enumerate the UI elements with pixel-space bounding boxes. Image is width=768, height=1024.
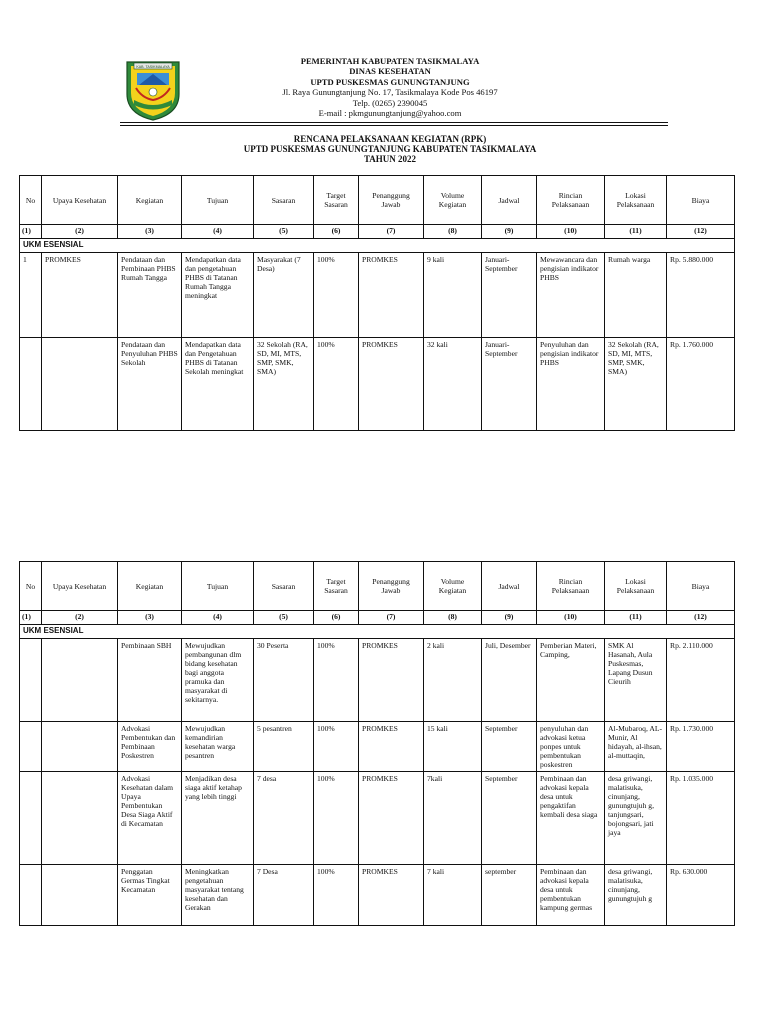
cell-rincian: Mewawancara dan pengisian indikator PHBS bbox=[537, 253, 605, 338]
cell-kegiatan: Advokasi Kesehatan dalam Upaya Pembentukan Desa Siaga Aktif di Kecamatan bbox=[118, 772, 182, 865]
section-label: UKM ESENSIAL bbox=[20, 625, 735, 639]
column-number: (2) bbox=[42, 225, 118, 239]
cell-rincian: Pembinaan dan advokasi kepala desa untuk pengaktifan kembali desa siaga bbox=[537, 772, 605, 865]
cell-rincian: Pemberian Materi, Camping, bbox=[537, 639, 605, 722]
title-line-2: UPTD PUSKESMAS GUNUNGTANJUNG KABUPATEN TASIKMALAYA bbox=[243, 144, 537, 154]
column-number: (6) bbox=[314, 225, 359, 239]
title-line-3: TAHUN 2022 bbox=[363, 154, 417, 164]
table-row bbox=[20, 865, 735, 926]
column-header-jadwal: Jadwal bbox=[482, 176, 537, 225]
cell-biaya: Rp. 5.880.000 bbox=[667, 253, 735, 338]
cell-biaya: Rp. 1.730.000 bbox=[667, 722, 735, 772]
cell-sasaran: 32 Sekolah (RA, SD, MI, MTS, SMP, SMK, SMA) bbox=[254, 338, 314, 431]
cell-tujuan: Meningkatkan pengetahuan masyarakat tentang kesehatan dan Gerakan bbox=[182, 865, 254, 926]
cell-tujuan: Mendapatkan data dan pengetahuan PHBS di Tatanan Rumah Tangga meningkat bbox=[182, 253, 254, 338]
cell-upaya bbox=[42, 639, 118, 722]
cell-penanggung-jawab: PROMKES bbox=[359, 253, 424, 338]
cell-target: 100% bbox=[314, 722, 359, 772]
column-number: (1) bbox=[20, 225, 42, 239]
cell-no: 1 bbox=[20, 253, 42, 338]
title-line-1: RENCANA PELAKSANAAN KEGIATAN (RPK) bbox=[293, 134, 487, 144]
letterhead-divider-2 bbox=[120, 125, 668, 126]
column-header-tujuan: Tujuan bbox=[182, 562, 254, 611]
table-row bbox=[20, 253, 735, 338]
cell-kegiatan: Pembinaan SBH bbox=[118, 639, 182, 722]
cell-upaya bbox=[42, 865, 118, 926]
column-header-target: Target Sasaran bbox=[314, 176, 359, 225]
cell-no bbox=[20, 338, 42, 431]
rpk-table-1 bbox=[19, 175, 735, 431]
cell-upaya: PROMKES bbox=[42, 253, 118, 338]
column-number: (8) bbox=[424, 225, 482, 239]
column-header-volume: Volume Kegiatan bbox=[424, 562, 482, 611]
cell-kegiatan: Pendataan dan Penyuluhan PHBS Sekolah bbox=[118, 338, 182, 431]
cell-volume: 7kali bbox=[424, 772, 482, 865]
cell-kegiatan: Penggatan Germas Tingkat Kecamatan bbox=[118, 865, 182, 926]
cell-upaya bbox=[42, 338, 118, 431]
letterhead bbox=[0, 52, 768, 124]
column-number: (3) bbox=[118, 225, 182, 239]
column-number: (12) bbox=[667, 225, 735, 239]
cell-sasaran: 7 Desa bbox=[254, 865, 314, 926]
header-row bbox=[20, 562, 735, 611]
column-number: (9) bbox=[482, 225, 537, 239]
cell-upaya bbox=[42, 772, 118, 865]
cell-penanggung-jawab: PROMKES bbox=[359, 338, 424, 431]
cell-volume: 2 kali bbox=[424, 639, 482, 722]
column-header-penanggung-jawab: Penanggung Jawab bbox=[359, 562, 424, 611]
column-header-lokasi: Lokasi Pelaksanaan bbox=[605, 176, 667, 225]
cell-jadwal: Januari-September bbox=[482, 253, 537, 338]
cell-lokasi: Al-Mubaroq, AL-Munir, Al hidayah, al-ihsan, al-muttaqin, bbox=[605, 722, 667, 772]
cell-volume: 7 kali bbox=[424, 865, 482, 926]
cell-lokasi: desa griwangi, malatisuka, cinunjang, gunungtujuh g bbox=[605, 865, 667, 926]
column-number: (9) bbox=[482, 611, 537, 625]
tasikmalaya-emblem-icon bbox=[122, 58, 184, 122]
column-number: (3) bbox=[118, 611, 182, 625]
cell-target: 100% bbox=[314, 865, 359, 926]
cell-no bbox=[20, 772, 42, 865]
column-header-sasaran: Sasaran bbox=[254, 176, 314, 225]
cell-tujuan: Mendapatkan data dan Pengetahuan PHBS di Tatanan Sekolah meningkat bbox=[182, 338, 254, 431]
logo-banner: KAB. TASIKMALAYA bbox=[136, 65, 170, 69]
cell-biaya: Rp. 630.000 bbox=[667, 865, 735, 926]
section-row bbox=[20, 239, 735, 253]
cell-penanggung-jawab: PROMKES bbox=[359, 772, 424, 865]
column-number: (7) bbox=[359, 225, 424, 239]
column-number: (12) bbox=[667, 611, 735, 625]
cell-sasaran: Masyarakat (7 Desa) bbox=[254, 253, 314, 338]
address: Jl. Raya Gunungtanjung No. 17, Tasikmalaya Kode Pos 46197 bbox=[282, 87, 498, 98]
phone: Telp. (0265) 2390045 bbox=[352, 97, 428, 108]
column-header-biaya: Biaya bbox=[667, 562, 735, 611]
column-number: (7) bbox=[359, 611, 424, 625]
column-header-no: No bbox=[20, 176, 42, 225]
cell-kegiatan: Advokasi Pembentukan dan Pembinaan Poskestren bbox=[118, 722, 182, 772]
column-header-kegiatan: Kegiatan bbox=[118, 176, 182, 225]
cell-biaya: Rp. 1.760.000 bbox=[667, 338, 735, 431]
cell-lokasi: 32 Sekolah (RA, SD, MI, MTS, SMP, SMK, SMA) bbox=[605, 338, 667, 431]
table-row bbox=[20, 772, 735, 865]
column-number: (8) bbox=[424, 611, 482, 625]
column-header-tujuan: Tujuan bbox=[182, 176, 254, 225]
section-row bbox=[20, 625, 735, 639]
column-header-rincian: Rincian Pelaksanaan bbox=[537, 562, 605, 611]
cell-sasaran: 30 Peserta bbox=[254, 639, 314, 722]
column-number: (11) bbox=[605, 611, 667, 625]
cell-rincian: Penyuluhan dan pengisian indikator PHBS bbox=[537, 338, 605, 431]
cell-biaya: Rp. 1.035.000 bbox=[667, 772, 735, 865]
cell-tujuan: Menjadikan desa siaga aktif ketahap yang lebih tinggi bbox=[182, 772, 254, 865]
column-number-row bbox=[20, 611, 735, 625]
cell-target: 100% bbox=[314, 253, 359, 338]
letterhead-divider bbox=[120, 122, 668, 123]
column-header-rincian: Rincian Pelaksanaan bbox=[537, 176, 605, 225]
agency-name: DINAS KESEHATAN bbox=[349, 66, 431, 77]
cell-rincian: penyuluhan dan advokasi ketua ponpes untuk pembentukan poskestren bbox=[537, 722, 605, 772]
cell-no bbox=[20, 722, 42, 772]
column-header-upaya: Upaya Kesehatan bbox=[42, 562, 118, 611]
column-number: (2) bbox=[42, 611, 118, 625]
cell-volume: 9 kali bbox=[424, 253, 482, 338]
header-row bbox=[20, 176, 735, 225]
column-header-upaya: Upaya Kesehatan bbox=[42, 176, 118, 225]
column-header-kegiatan: Kegiatan bbox=[118, 562, 182, 611]
column-header-target: Target Sasaran bbox=[314, 562, 359, 611]
column-number: (5) bbox=[254, 611, 314, 625]
column-number: (5) bbox=[254, 225, 314, 239]
cell-penanggung-jawab: PROMKES bbox=[359, 722, 424, 772]
column-number: (11) bbox=[605, 225, 667, 239]
cell-jadwal: Juli, Desember bbox=[482, 639, 537, 722]
cell-no bbox=[20, 865, 42, 926]
letterhead-text bbox=[200, 56, 580, 118]
document-title bbox=[180, 134, 600, 164]
column-header-no: No bbox=[20, 562, 42, 611]
column-number: (10) bbox=[537, 611, 605, 625]
cell-penanggung-jawab: PROMKES bbox=[359, 639, 424, 722]
column-header-volume: Volume Kegiatan bbox=[424, 176, 482, 225]
cell-biaya: Rp. 2.110.000 bbox=[667, 639, 735, 722]
column-number: (1) bbox=[20, 611, 42, 625]
email: E-mail : pkmgunungtanjung@yahoo.com bbox=[318, 108, 462, 119]
table-row bbox=[20, 639, 735, 722]
cell-no bbox=[20, 639, 42, 722]
cell-jadwal: september bbox=[482, 865, 537, 926]
cell-volume: 32 kali bbox=[424, 338, 482, 431]
cell-jadwal: September bbox=[482, 772, 537, 865]
column-header-lokasi: Lokasi Pelaksanaan bbox=[605, 562, 667, 611]
column-header-penanggung-jawab: Penanggung Jawab bbox=[359, 176, 424, 225]
cell-volume: 15 kali bbox=[424, 722, 482, 772]
column-header-jadwal: Jadwal bbox=[482, 562, 537, 611]
column-header-sasaran: Sasaran bbox=[254, 562, 314, 611]
government-name: PEMERINTAH KABUPATEN TASIKMALAYA bbox=[300, 56, 480, 66]
cell-rincian: Pembinaan dan advokasi kepala desa untuk pembentukan kampung germas bbox=[537, 865, 605, 926]
cell-tujuan: Mewujudkan kemandirian kesehatan warga pesantren bbox=[182, 722, 254, 772]
cell-sasaran: 7 desa bbox=[254, 772, 314, 865]
cell-target: 100% bbox=[314, 772, 359, 865]
column-number: (10) bbox=[537, 225, 605, 239]
column-header-biaya: Biaya bbox=[667, 176, 735, 225]
cell-jadwal: Januari-September bbox=[482, 338, 537, 431]
puskesmas-name: UPTD PUSKESMAS GUNUNGTANJUNG bbox=[310, 76, 470, 87]
cell-upaya bbox=[42, 722, 118, 772]
cell-lokasi: Rumah warga bbox=[605, 253, 667, 338]
cell-tujuan: Mewujudkan pembangunan dlm bidang kesehatan bagi anggota pramuka dan masyarakat di sekitarnya. bbox=[182, 639, 254, 722]
rpk-table-2 bbox=[19, 561, 735, 926]
table-row bbox=[20, 338, 735, 431]
cell-lokasi: desa griwangi, malatisuka, cinunjang, gunungtujuh g, tanjungsari, bojongsari, jati jaya bbox=[605, 772, 667, 865]
table-row bbox=[20, 722, 735, 772]
cell-sasaran: 5 pesantren bbox=[254, 722, 314, 772]
cell-target: 100% bbox=[314, 639, 359, 722]
section-label: UKM ESENSIAL bbox=[20, 239, 735, 253]
column-number: (4) bbox=[182, 225, 254, 239]
cell-penanggung-jawab: PROMKES bbox=[359, 865, 424, 926]
column-number-row bbox=[20, 225, 735, 239]
column-number: (6) bbox=[314, 611, 359, 625]
column-number: (4) bbox=[182, 611, 254, 625]
cell-target: 100% bbox=[314, 338, 359, 431]
cell-kegiatan: Pendataan dan Pembinaan PHBS Rumah Tangga bbox=[118, 253, 182, 338]
cell-lokasi: SMK Al Hasanah, Aula Puskesmas, Lapang Dusun Cieurih bbox=[605, 639, 667, 722]
cell-jadwal: September bbox=[482, 722, 537, 772]
